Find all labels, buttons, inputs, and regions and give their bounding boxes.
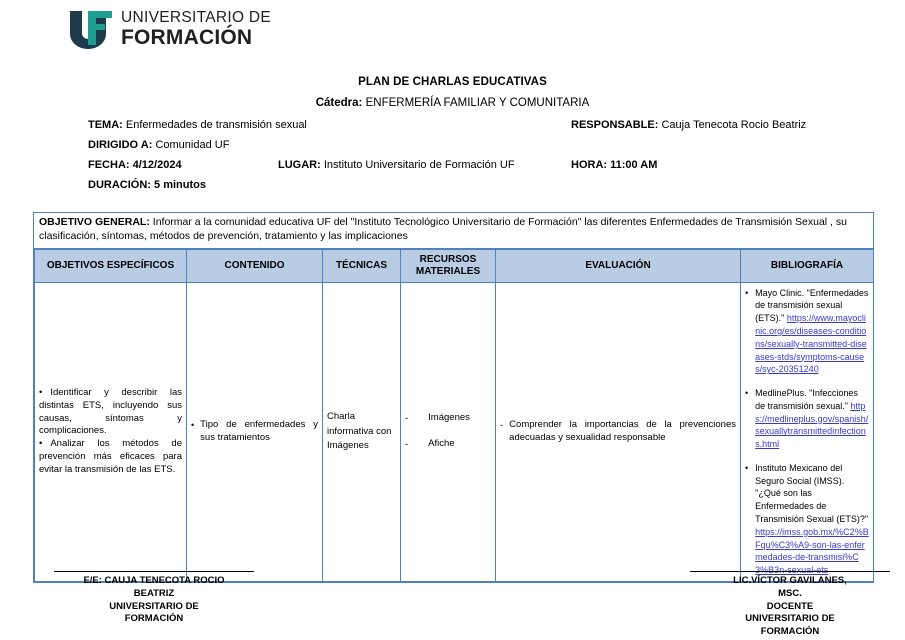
header-bibliografia: BIBLIOGRAFÍA [741, 249, 874, 282]
institution-logo [68, 9, 271, 49]
table-header-row [35, 249, 874, 282]
meta-row-tema [88, 119, 888, 139]
signature-block-teacher [690, 571, 890, 639]
catedra-label: Cátedra: [315, 97, 363, 109]
header-contenido: CONTENIDO [187, 249, 323, 282]
bibliografia-item-body [755, 287, 869, 376]
objetivo-item-1-text: Identificar y describir las distintas ETS, incluyendo sus causas, síntomas y complicaciones. [39, 386, 182, 437]
signature-left-line4: FORMACIÓN [124, 613, 184, 625]
bullet-icon: • [39, 386, 43, 398]
objetivo-general-text: Informar a la comunidad educativa UF del "Instituto Tecnológico Universitario de Formación" las diferentes Enfermedades de Transmisión Sexual , su clasificación, síntomas, métodos de prevención, tratamiento y las implicaciones [39, 216, 847, 242]
cell-contenido [187, 282, 323, 581]
cell-objetivos-especificos [35, 282, 187, 581]
bibliografia-citation: Mayo Clinic. "Enfermedades de transmisión sexual (ETS)." [755, 287, 869, 324]
header-recursos-line2: MATERIALES [415, 265, 481, 277]
bullet-icon: • [191, 419, 195, 430]
dash-icon: - [405, 412, 409, 424]
bibliografia-citation: Instituto Mexicano del Seguro Social (IMSS). "¿Qué son las Enfermedades de Transmisión Sexual (ETS)?" [755, 462, 869, 524]
document-title: PLAN DE CHARLAS EDUCATIVAS [358, 76, 547, 88]
dirigido-field [88, 139, 229, 151]
plan-table [34, 249, 874, 582]
dirigido-label: DIRIGIDO A: [88, 139, 153, 151]
logo-line-formacion: FORMACIÓN [121, 25, 253, 49]
catedra-value: ENFERMERÍA FAMILIAR Y COMUNITARIA [365, 97, 590, 109]
tema-field [88, 119, 307, 131]
recursos-list [405, 412, 491, 452]
bibliografia-item [745, 287, 869, 376]
bibliografia-item [745, 387, 869, 451]
objetivo-item-2-text: Analizar los métodos de prevención más eficaces para evitar la transmisión de las ETS. [39, 438, 182, 475]
signature-left-line3: UNIVERSITARIO DE [109, 600, 199, 612]
header-recursos-materiales [401, 249, 496, 282]
recursos-item-2-text: Afiche [428, 437, 455, 449]
dash-icon: - [405, 438, 409, 450]
cell-bibliografia [741, 282, 874, 581]
fecha-field [88, 159, 182, 171]
logo-line-universitario: UNIVERSITARIO DE [121, 9, 272, 27]
contenido-item-1-text: Tipo de enfermedades y sus tratamientos [200, 418, 318, 443]
tema-label: TEMA: [88, 119, 123, 131]
signature-block-student [54, 571, 254, 626]
hora-value: 11:00 AM [610, 159, 658, 171]
dash-icon: - [500, 419, 504, 431]
header-tecnicas: TÉCNICAS [323, 249, 401, 282]
bullet-icon: • [745, 462, 749, 473]
responsable-field [571, 119, 806, 131]
hora-label: HORA: [571, 159, 608, 171]
hora-field [571, 159, 657, 171]
meta-row-dirigido [88, 139, 888, 159]
signature-line [54, 571, 254, 572]
header-objetivos-especificos: OBJETIVOS ESPECÍFICOS [35, 249, 187, 282]
uf-monogram-icon [68, 9, 114, 49]
objetivo-general-label: OBJETIVO GENERAL: [39, 216, 150, 228]
header-evaluacion: EVALUACIÓN [496, 249, 741, 282]
meta-row-fecha [88, 159, 888, 179]
bullet-icon: • [39, 438, 43, 450]
signature-right-line1: LIC.VÍCTOR GAVILANES, [733, 575, 847, 586]
fecha-label: FECHA: [88, 159, 130, 171]
header-recursos-line1: RECURSOS [419, 253, 477, 265]
recursos-item-1-text: Imágenes [428, 411, 470, 423]
cell-recursos-materiales [401, 282, 496, 581]
cell-evaluacion [496, 282, 741, 581]
bullet-icon: • [745, 388, 749, 399]
bibliografia-item-body [755, 462, 869, 577]
bibliografia-link[interactable]: https://medlineplus.gov/spanish/sexuallytransmittedinfections.html [755, 400, 869, 450]
signature-right-line5: FORMACIÓN [760, 626, 820, 638]
bibliografia-citation: MedlinePlus. "Infecciones de transmisión sexual." [755, 388, 858, 411]
bullet-icon: • [745, 287, 749, 298]
evaluacion-item-1-text: Comprender la importancias de la prevenciones adecuadas y sexualidad responsable [509, 418, 736, 443]
tecnicas-text: Charla informativa con Imágenes [327, 411, 392, 451]
lugar-label: LUGAR: [278, 159, 321, 171]
duracion-field [88, 179, 206, 191]
responsable-value: Cauja Tenecota Rocio Beatriz [661, 119, 807, 131]
signature-right-line4: UNIVERSITARIO DE [745, 613, 835, 625]
objetivo-item-1 [39, 387, 182, 438]
duracion-label: DURACIÓN: [88, 179, 151, 191]
responsable-label: RESPONSABLE: [571, 119, 659, 131]
bibliografia-item-body [755, 387, 869, 451]
objetivo-general-box [34, 213, 873, 249]
signature-right-line2: MSC. [778, 587, 802, 599]
tema-value: Enfermedades de transmisión sexual [125, 119, 307, 131]
signature-left-line1: E/E: CAUJA TENECOTA ROCIO [83, 575, 225, 586]
recursos-item-1 [405, 412, 491, 426]
signature-line [690, 571, 890, 572]
lugar-value: Instituto Universitario de Formación UF [323, 159, 515, 171]
contenido-item-1 [191, 419, 318, 445]
plan-sheet [33, 212, 874, 583]
bibliografia-link[interactable]: https://imss.gob.mx/%C2%BFqu%C3%A9-son-las-enfermedades-de-transmisi%C3%B3n-sexual-ets [755, 526, 869, 576]
objetivo-item-2 [39, 438, 182, 476]
bibliografia-link[interactable]: https://www.mayoclinic.org/es/diseases-conditions/sexually-transmitted-diseases-stds/symptoms-causes/syc-20351240 [755, 313, 867, 375]
lugar-field [278, 159, 515, 171]
cell-tecnicas [323, 282, 401, 581]
fecha-value: 4/12/2024 [132, 159, 182, 171]
dirigido-value: Comunidad UF [155, 139, 230, 151]
duracion-value: 5 minutos [154, 179, 206, 191]
recursos-item-2 [405, 438, 491, 452]
table-row [35, 282, 874, 581]
catedra-line [0, 97, 905, 109]
meta-block [88, 119, 888, 199]
meta-row-duracion [88, 179, 888, 199]
bibliografia-item [745, 462, 869, 577]
evaluacion-item-1 [500, 419, 736, 445]
signature-right-line3: DOCENTE [766, 600, 814, 612]
signature-left-line2: BEATRIZ [133, 587, 175, 599]
